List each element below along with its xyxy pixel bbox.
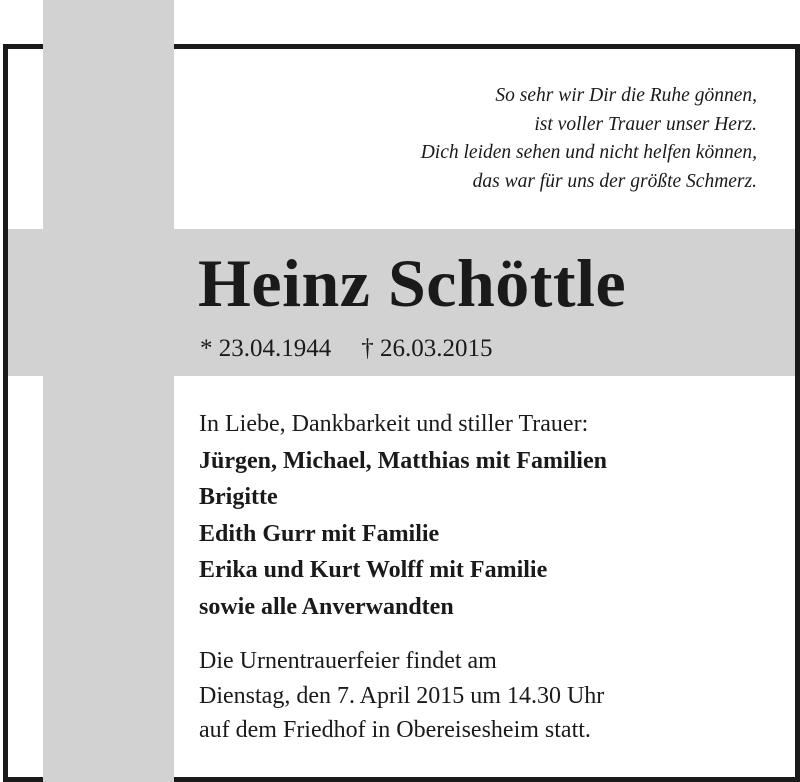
ceremony-notice	[199, 644, 604, 748]
cross-vertical-bar	[43, 0, 174, 782]
mourner-name: Edith Gurr mit Familie	[199, 520, 440, 547]
poem-line: ist voller Trauer unser Herz.	[534, 113, 757, 135]
deceased-name: Heinz Schöttle	[198, 245, 627, 321]
mourners-block	[199, 406, 607, 625]
life-dates	[200, 333, 493, 365]
ceremony-line: Die Urnentrauerfeier findet am	[199, 648, 497, 674]
poem-line: So sehr wir Dir die Ruhe gönnen,	[495, 85, 757, 106]
memorial-poem	[421, 82, 757, 196]
mourner-name: Erika und Kurt Wolff mit Familie	[199, 557, 548, 583]
death-date: † 26.03.2015	[361, 335, 493, 362]
mourners-intro: In Liebe, Dankbarkeit und stiller Trauer:	[199, 411, 589, 437]
mourner-name: sowie alle Anverwandten	[199, 593, 454, 620]
birth-date: * 23.04.1944	[200, 335, 332, 362]
mourner-name: Jürgen, Michael, Matthias mit Familien	[199, 447, 607, 474]
poem-line: Dich leiden sehen und nicht helfen können,	[420, 142, 757, 163]
ceremony-line: auf dem Friedhof in Obereisesheim statt.	[199, 717, 591, 743]
mourner-name: Brigitte	[199, 484, 278, 510]
ceremony-line: Dienstag, den 7. April 2015 um 14.30 Uhr	[199, 682, 605, 709]
poem-line: das war für uns der größte Schmerz.	[472, 170, 757, 192]
